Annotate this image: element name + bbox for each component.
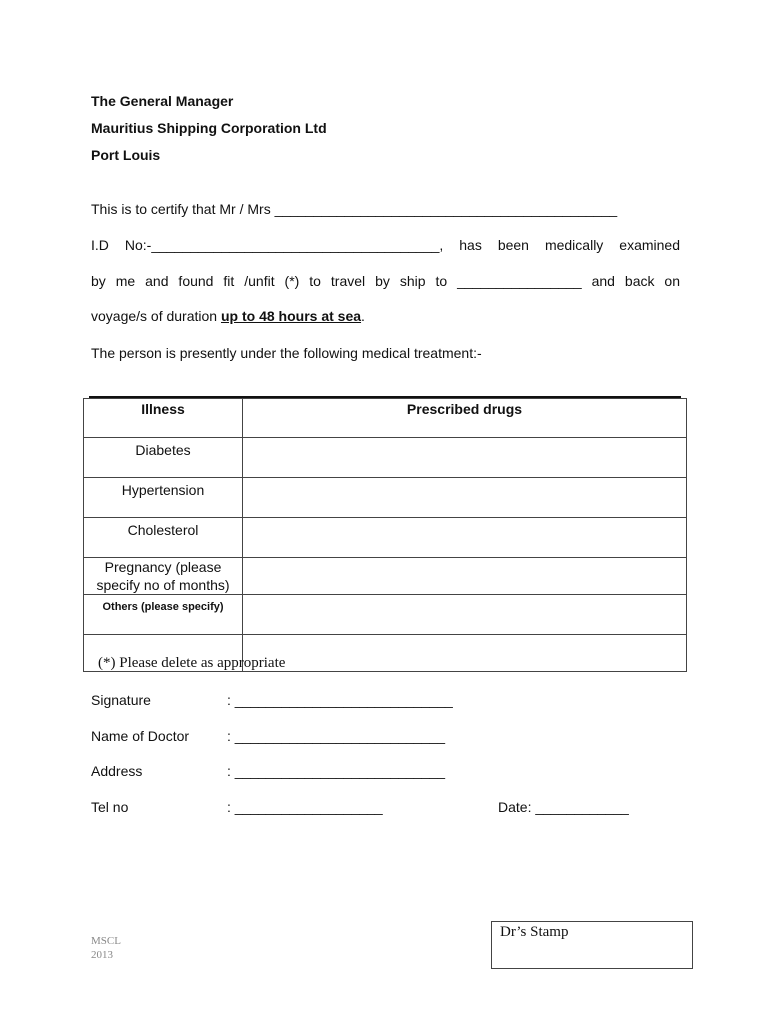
illness-cell: Cholesterol xyxy=(84,518,243,558)
addressee-city: Port Louis xyxy=(91,147,161,163)
doctor-stamp-box xyxy=(491,921,693,969)
signature-field[interactable]: : ____________________________ xyxy=(227,692,453,708)
drugs-header: Prescribed drugs xyxy=(243,399,687,438)
duration-line xyxy=(91,308,365,324)
footer-year: 2013 xyxy=(91,949,113,961)
illness-cell: Others (please specify) xyxy=(84,595,243,635)
footer-code xyxy=(91,934,121,962)
signature-label: Signature xyxy=(91,692,151,708)
duration-prefix: voyage/s of duration xyxy=(91,308,221,324)
id-line: I.D No:-_____________________________________, has been medically examined xyxy=(91,237,680,253)
addressee-title: The General Manager xyxy=(91,93,234,109)
drugs-cell[interactable] xyxy=(243,558,687,595)
drugs-cell[interactable] xyxy=(243,635,687,672)
tel-label: Tel no xyxy=(91,799,129,815)
address-label: Address xyxy=(91,763,143,779)
certify-line: This is to certify that Mr / Mrs ____________________________________________ xyxy=(91,201,618,217)
drugs-cell[interactable] xyxy=(243,595,687,635)
doctor-name-label: Name of Doctor xyxy=(91,728,190,744)
illness-cell: Hypertension xyxy=(84,478,243,518)
illness-header: Illness xyxy=(84,399,243,438)
illness-cell: Diabetes xyxy=(84,438,243,478)
address-field[interactable]: : ___________________________ xyxy=(227,763,446,779)
date-field[interactable]: Date: ____________ xyxy=(498,799,629,815)
duration-emphasis: up to 48 hours at sea xyxy=(220,308,362,324)
footer-org: MSCL xyxy=(91,935,121,947)
stamp-label: Dr’s Stamp xyxy=(500,924,569,940)
table-row xyxy=(84,438,687,478)
doctor-name-field[interactable]: : ___________________________ xyxy=(227,728,446,744)
fitness-line: by me and found fit /unfit (*) to travel by ship to ________________ and back on xyxy=(91,273,680,289)
drugs-cell[interactable] xyxy=(243,438,687,478)
medical-treatment-table xyxy=(83,398,687,672)
delete-note: (*) Please delete as appropriate xyxy=(98,655,286,671)
addressee-company: Mauritius Shipping Corporation Ltd xyxy=(91,120,327,136)
table-row xyxy=(84,478,687,518)
tel-field[interactable]: : ___________________ xyxy=(227,799,383,815)
table-header-row xyxy=(84,399,687,438)
treatment-line: The person is presently under the following medical treatment:- xyxy=(91,345,482,361)
illness-cell: Pregnancy (please specify no of months) xyxy=(84,558,243,595)
table-row xyxy=(84,595,687,635)
drugs-cell[interactable] xyxy=(243,478,687,518)
drugs-cell[interactable] xyxy=(243,518,687,558)
table-row xyxy=(84,558,687,595)
table-row xyxy=(84,518,687,558)
duration-suffix: . xyxy=(361,308,365,324)
